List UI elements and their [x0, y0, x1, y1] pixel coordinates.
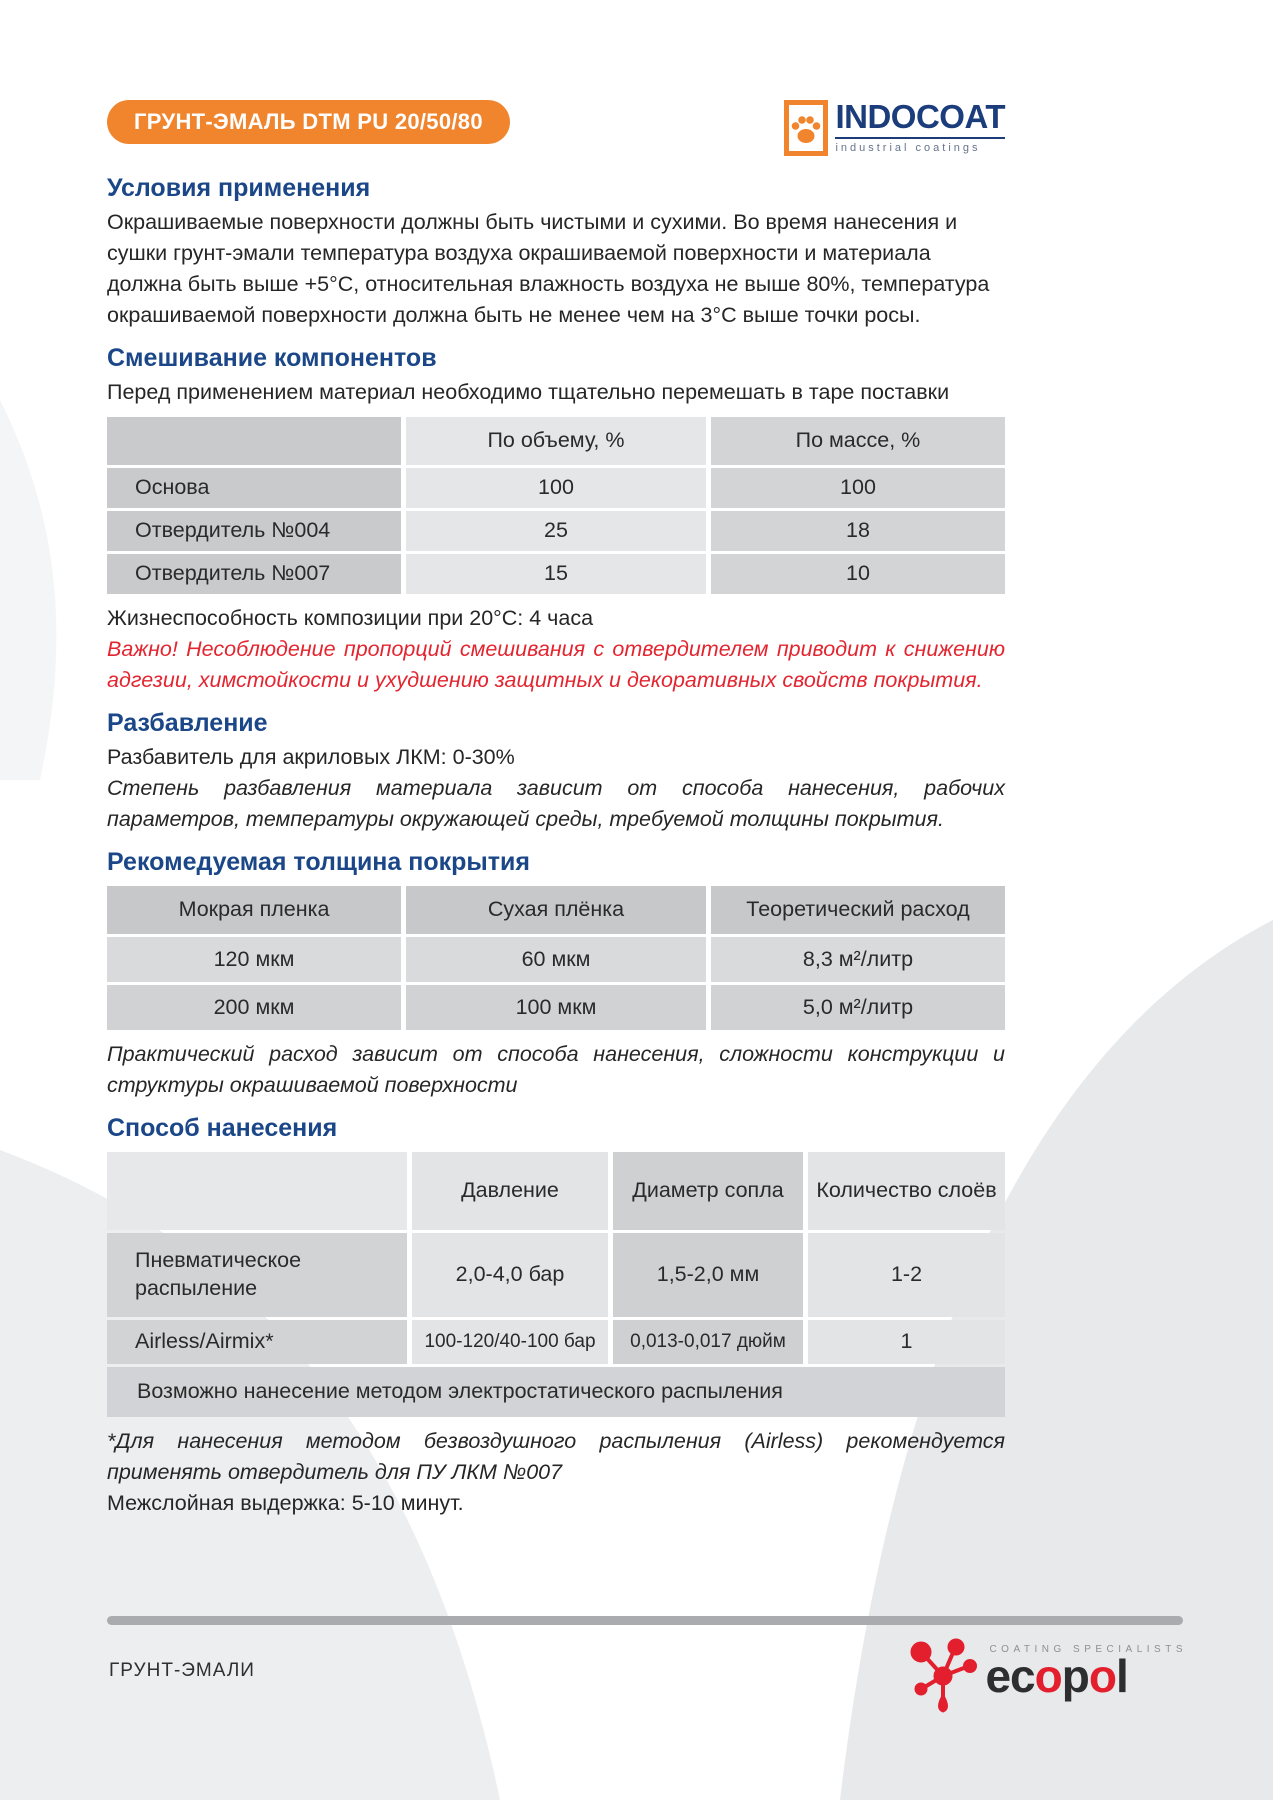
table-cell: 1-2 — [808, 1233, 1005, 1317]
ecopol-tagline: COATING SPECIALISTS — [989, 1644, 1187, 1655]
table-cell: 2,0-4,0 бар — [412, 1233, 608, 1317]
ecopol-letters-dark: ec — [985, 1650, 1035, 1702]
conditions-title: Условия применения — [107, 174, 371, 202]
page-header — [107, 100, 1005, 156]
table-cell: 200 мкм — [107, 985, 401, 1030]
indocoat-text-block — [835, 100, 1005, 154]
table-cell: 15 — [406, 554, 706, 594]
table-header-cell: Сухая плёнка — [406, 886, 706, 934]
dilution-title: Разбавление — [107, 709, 268, 737]
mixing-table — [107, 417, 1005, 594]
table-row-label: Airless/Airmix* — [107, 1320, 407, 1364]
ecopol-text-block — [981, 1636, 1187, 1702]
table-header-cell — [107, 1152, 407, 1230]
content-column — [107, 0, 1005, 1519]
table-row-label: Пневматическое распыление — [107, 1233, 407, 1317]
table-cell: 100 — [711, 468, 1005, 508]
table-cell: 25 — [406, 511, 706, 551]
interlayer-text: Межслойная выдержка: 5-10 минут. — [107, 1491, 464, 1515]
conditions-body: Окрашиваемые поверхности должны быть чистыми и сухими. Во время нанесения и сушки грунт-эмали температура воздуха окрашиваемой поверхности и материала должна быть выше +5°С, относительная влажность воздуха не выше 80%, температура окрашиваемой поверхности должна быть не менее чем на 3°С выше точки росы. — [107, 210, 990, 327]
table-header-cell — [107, 417, 401, 465]
thickness-title: Рекомедуемая толщина покрытия — [107, 848, 530, 876]
table-note-row: Возможно нанесение методом электростатического распыления — [107, 1367, 1005, 1417]
paw-icon — [791, 110, 821, 146]
ecopol-logo — [907, 1636, 1187, 1720]
table-cell: 0,013-0,017 дюйм — [613, 1320, 803, 1364]
indocoat-wordmark: INDOCOAT — [835, 98, 1005, 135]
table-cell: 5,0 м²/литр — [711, 985, 1005, 1030]
table-cell: 100-120/40-100 бар — [412, 1320, 608, 1364]
table-header-cell: Теоретический расход — [711, 886, 1005, 934]
table-row-label: Основа — [107, 468, 401, 508]
table-cell: 60 мкм — [406, 937, 706, 982]
ecopol-letter-red: o — [1034, 1650, 1062, 1702]
table-cell: 18 — [711, 511, 1005, 551]
table-header-cell: Количество слоёв — [808, 1152, 1005, 1230]
ecopol-letters-dark: l — [1115, 1650, 1128, 1702]
application-footnote: *Для нанесения методом безвоздушного распыления (Airless) рекомендуется применять отвердитель для ПУ ЛКМ №007 — [107, 1429, 1005, 1484]
indocoat-tagline: industrial coatings — [835, 137, 1005, 154]
table-row-label: Отвердитель №004 — [107, 511, 401, 551]
table-header-cell: Давление — [412, 1152, 608, 1230]
table-header-cell: Мокрая пленка — [107, 886, 401, 934]
table-cell: 10 — [711, 554, 1005, 594]
dilution-note: Степень разбавления материала зависит от способа нанесения, рабочих параметров, температуры окружающей среды, требуемой толщины покрытия. — [107, 776, 1005, 831]
footer-category-label: ГРУНТ-ЭМАЛИ — [109, 1660, 255, 1681]
table-cell: 1 — [808, 1320, 1005, 1364]
ecopol-letter-red: o — [1088, 1650, 1116, 1702]
dilution-thinner: Разбавитель для акриловых ЛКМ: 0-30% — [107, 745, 515, 769]
table-cell: 100 мкм — [406, 985, 706, 1030]
table-cell: 1,5-2,0 мм — [613, 1233, 803, 1317]
mixing-title: Смешивание компонентов — [107, 344, 437, 372]
table-header-cell: По массе, % — [711, 417, 1005, 465]
table-row-label: Отвердитель №007 — [107, 554, 401, 594]
table-cell: 120 мкм — [107, 937, 401, 982]
thickness-note: Практический расход зависит от способа нанесения, сложности конструкции и структуры окрашиваемой поверхности — [107, 1042, 1005, 1097]
molecule-icon — [907, 1636, 979, 1720]
indocoat-logo-frame — [784, 100, 828, 156]
application-table — [107, 1152, 1005, 1417]
ecopol-letters-dark: p — [1061, 1650, 1089, 1702]
ecopol-wordmark — [985, 1650, 1187, 1702]
mixing-warning: Важно! Несоблюдение пропорций смешивания с отвердителем приводит к снижению адгезии, химстойкости и ухудшению защитных и декоративных свойств покрытия. — [107, 637, 1005, 692]
table-header-cell: По объему, % — [406, 417, 706, 465]
table-cell: 8,3 м²/литр — [711, 937, 1005, 982]
mixing-intro: Перед применением материал необходимо тщательно перемешать в таре поставки — [107, 380, 950, 404]
product-badge: ГРУНТ-ЭМАЛЬ DTM PU 20/50/80 — [107, 100, 510, 144]
pot-life-text: Жизнеспособность композиции при 20°С: 4 часа — [107, 606, 594, 630]
application-title: Способ нанесения — [107, 1114, 338, 1142]
footer-divider — [107, 1616, 1183, 1625]
table-cell: 100 — [406, 468, 706, 508]
table-header-cell: Диаметр сопла — [613, 1152, 803, 1230]
indocoat-logo — [784, 100, 1005, 156]
thickness-table — [107, 886, 1005, 1030]
